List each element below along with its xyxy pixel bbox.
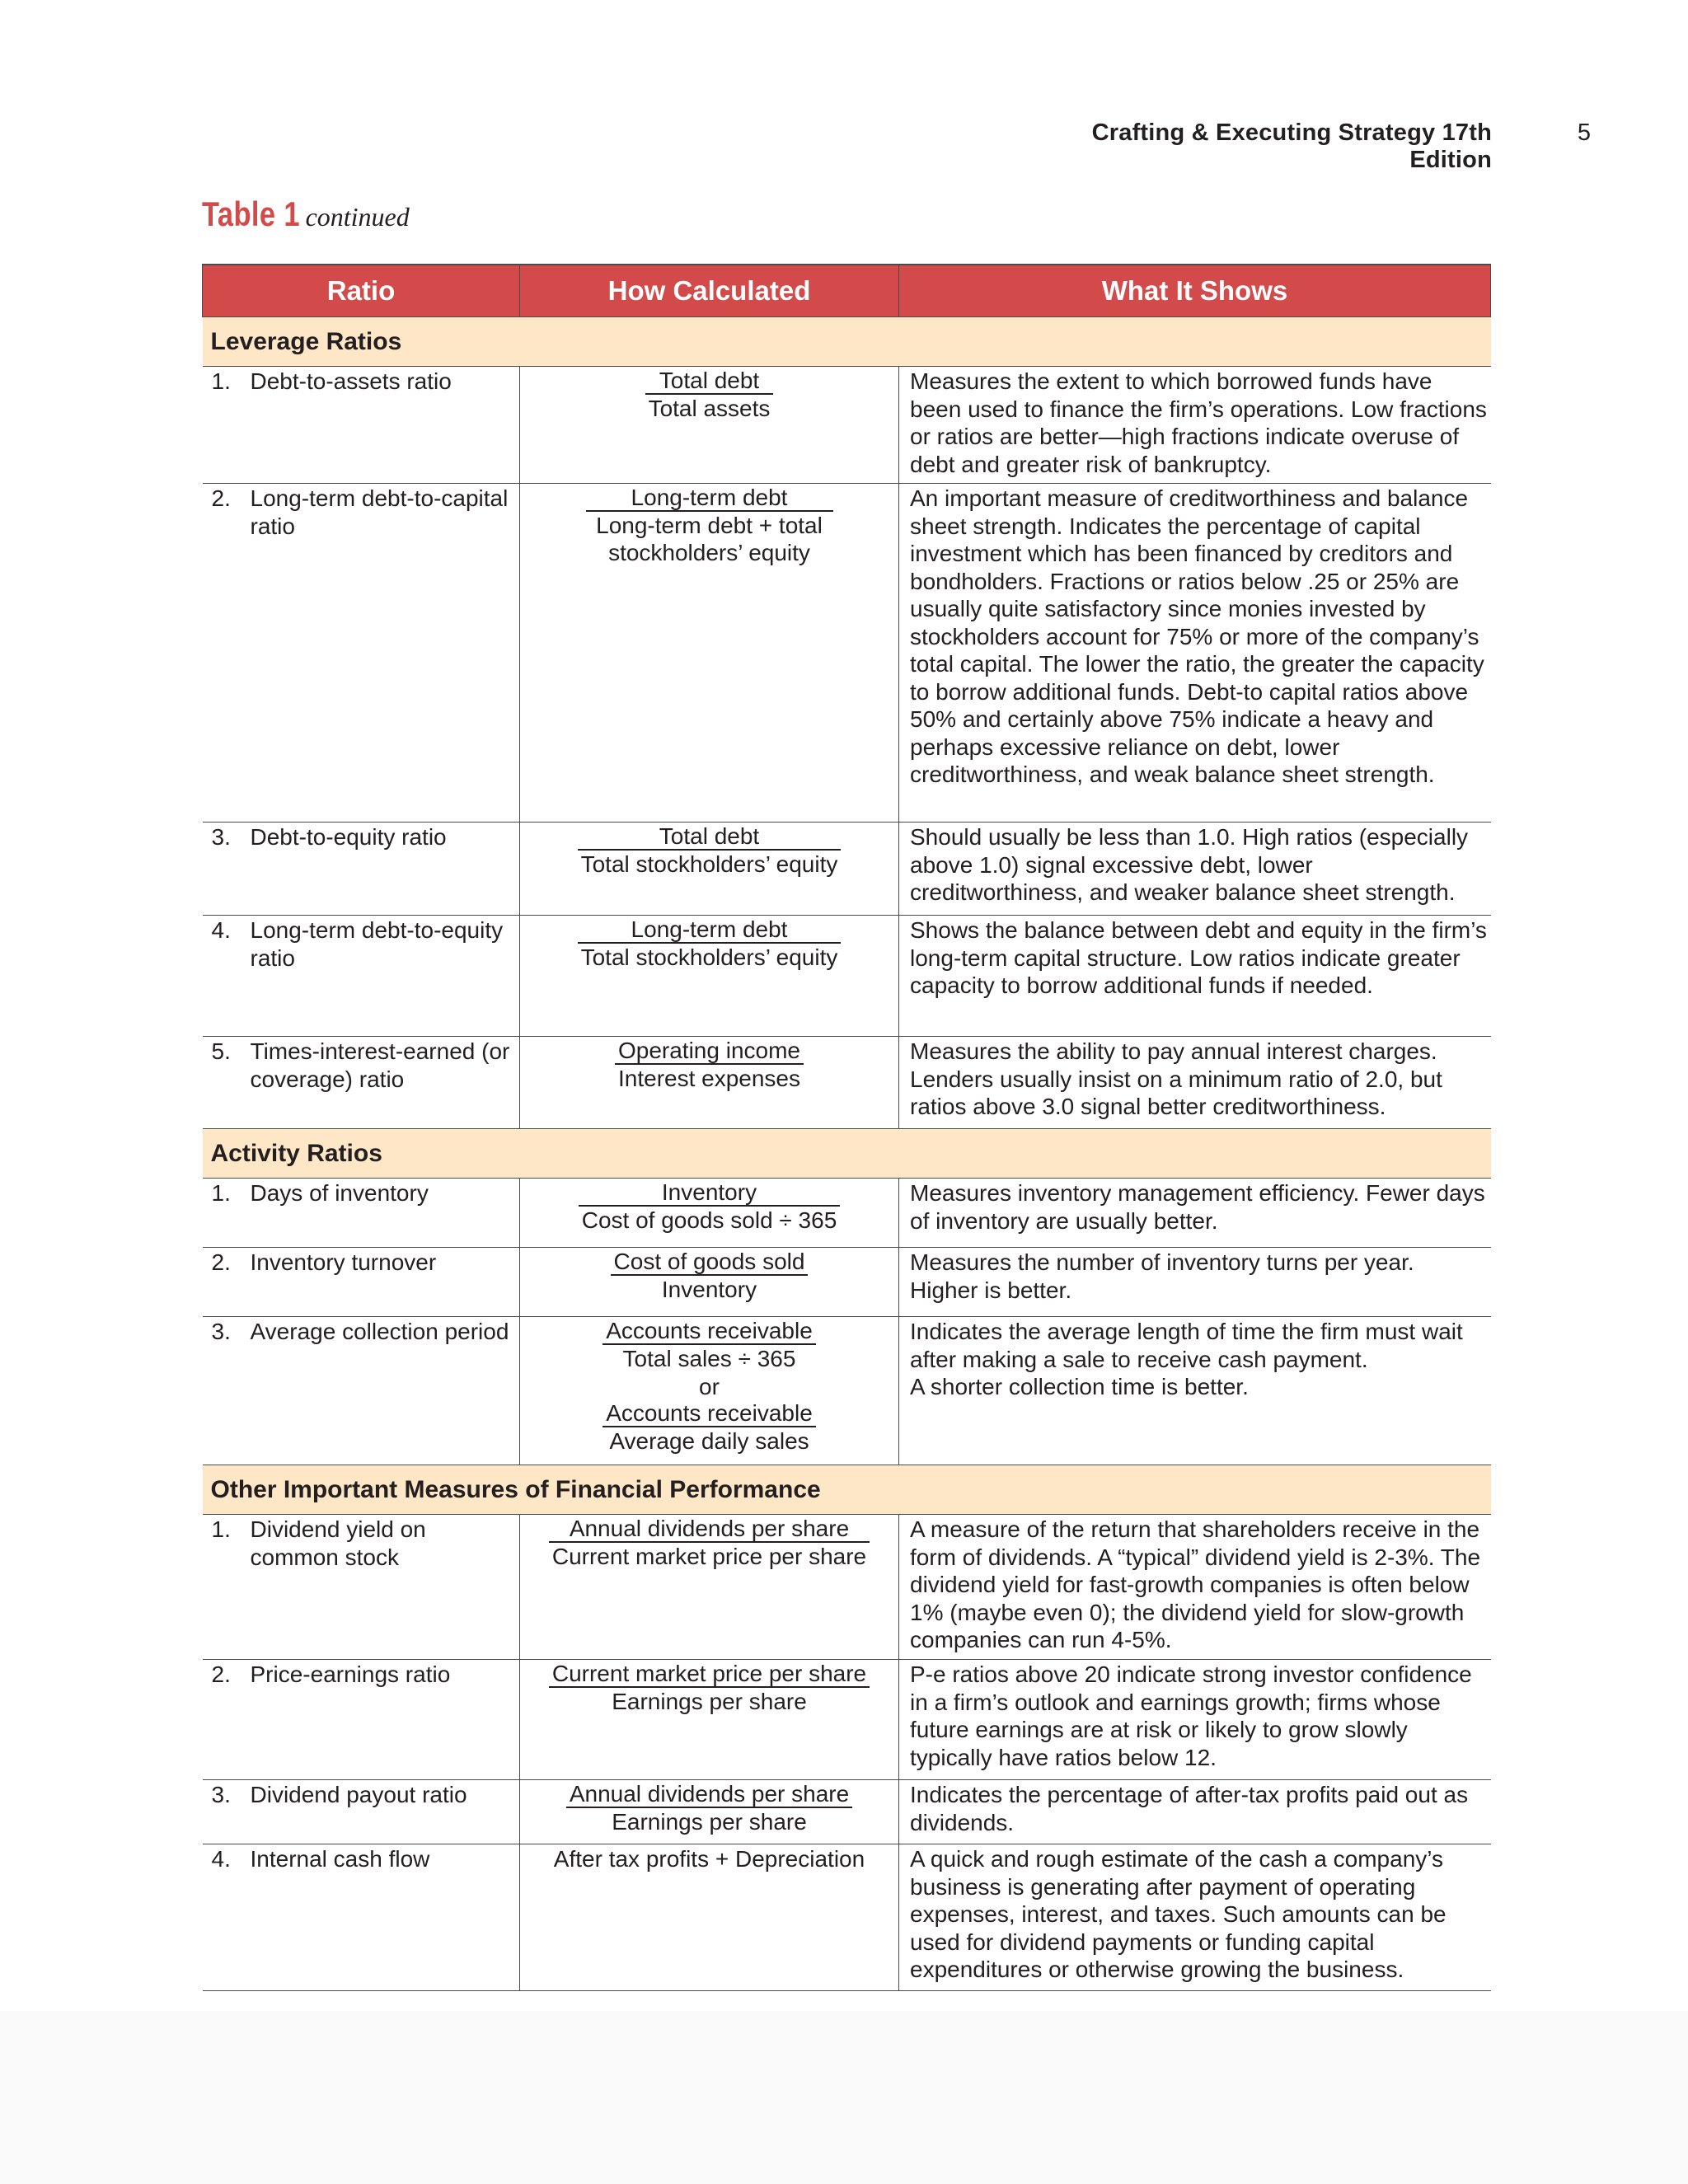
formula-cell (520, 916, 899, 1037)
numerator: Inventory (579, 1179, 841, 1207)
ratio-cell (203, 484, 520, 823)
ratio-name: Long-term debt-to-capital ratio (250, 485, 509, 539)
table-continued: continued (305, 202, 410, 232)
fraction (578, 916, 842, 971)
page-number: 5 (1577, 120, 1591, 146)
fraction (566, 1781, 852, 1835)
formula-cell (520, 1515, 899, 1660)
description-cell: Indicates the percentage of after-tax profits paid out as dividends. (899, 1780, 1491, 1844)
denominator: Average daily sales (609, 1428, 809, 1454)
page-bottom-shade (0, 2011, 1688, 2184)
description-cell: A measure of the return that shareholders receive in the form of dividends. A “typical” dividend yield is 2-3%. The dividend yield for fast-growth companies is often below 1% (maybe even 0); the dividend yield for slow-growth companies can run 4-5%. (899, 1515, 1491, 1660)
ratio-number: 3. (211, 824, 231, 850)
fraction (603, 1318, 816, 1372)
denominator: Earnings per share (612, 1809, 807, 1835)
ratio-cell (203, 1179, 520, 1248)
formula-cell (520, 823, 899, 916)
ratio-number: 3. (211, 1782, 231, 1807)
denominator: Total stockholders’ equity (580, 851, 838, 877)
ratio-number: 5. (211, 1038, 231, 1064)
ratio-name: Days of inventory (250, 1180, 429, 1206)
ratio-name: Price-earnings ratio (250, 1661, 451, 1687)
ratio-name: Dividend yield on common stock (250, 1516, 426, 1570)
ratio-number: 3. (211, 1319, 231, 1344)
table-row (203, 484, 1491, 823)
description-text: Indicates the average length of time the firm must wait after making a sale to receive cash payment. (910, 1319, 1463, 1372)
formula-cell (520, 1037, 899, 1129)
table-row (203, 916, 1491, 1037)
ratio-cell (203, 823, 520, 916)
section-title: Activity Ratios (203, 1129, 1491, 1179)
ratio-number: 2. (211, 1249, 231, 1275)
ratio-number: 2. (211, 1661, 231, 1687)
ratio-cell (203, 1515, 520, 1660)
running-head: Crafting & Executing Strategy 17th Edition (1091, 120, 1492, 173)
numerator: Operating income (615, 1038, 804, 1065)
column-header-what-it-shows: What It Shows (899, 265, 1491, 317)
formula-cell (520, 1844, 899, 1991)
description-text: A shorter collection time is better. (910, 1374, 1249, 1399)
denominator: Total assets (648, 396, 771, 421)
fraction (603, 1400, 816, 1455)
formula-text: After tax profits + Depreciation (553, 1846, 865, 1872)
numerator: Annual dividends per share (566, 1781, 852, 1808)
ratio-number: 1. (211, 1516, 231, 1542)
formula-cell (520, 484, 899, 823)
numerator: Long-term debt (586, 485, 833, 512)
fraction (549, 1661, 870, 1715)
numerator: Accounts receivable (603, 1400, 816, 1427)
denominator: Current market price per share (551, 1544, 867, 1569)
ratio-name: Times-interest-earned (or coverage) ratio (250, 1038, 510, 1092)
ratio-number: 4. (211, 917, 231, 943)
description-cell: Should usually be less than 1.0. High ratios (especially above 1.0) signal excessive debt, lower creditworthiness, and weaker balance sheet strength. (899, 823, 1491, 916)
ratio-cell (203, 1317, 520, 1465)
description-cell: Measures the extent to which borrowed funds have been used to finance the firm’s operations. Low fractions or ratios are better—high fractions indicate overuse of debt and greater risk of bankruptcy. (899, 367, 1491, 484)
financial-ratios-table (202, 264, 1491, 1991)
description-cell: Measures inventory management efficiency. Fewer days of inventory are usually better. (899, 1179, 1491, 1248)
ratio-cell (203, 916, 520, 1037)
column-header-how-calculated: How Calculated (520, 265, 899, 317)
ratio-name: Internal cash flow (250, 1846, 430, 1872)
table-row (203, 1037, 1491, 1129)
fraction (549, 1516, 870, 1570)
formula-cell (520, 1248, 899, 1317)
fraction (579, 1179, 841, 1234)
ratio-number: 1. (211, 368, 231, 394)
formula-cell (520, 367, 899, 484)
description-cell: Shows the balance between debt and equity in the firm’s long-term capital structure. Low ratios indicate greater capacity to borrow additional funds if needed. (899, 916, 1491, 1037)
description-cell: Measures the ability to pay annual interest charges. Lenders usually insist on a minimum ratio of 2.0, but ratios above 3.0 signal better creditworthiness. (899, 1037, 1491, 1129)
ratio-cell (203, 1660, 520, 1780)
table-row (203, 1317, 1491, 1465)
formula-cell (520, 1317, 899, 1465)
denominator: Cost of goods sold ÷ 365 (581, 1207, 837, 1233)
fraction (578, 823, 842, 878)
numerator: Cost of goods sold (611, 1249, 809, 1276)
ratio-number: 4. (211, 1846, 231, 1872)
table-row (203, 823, 1491, 916)
ratio-cell (203, 1248, 520, 1317)
numerator: Current market price per share (549, 1661, 870, 1688)
section-header-activity (203, 1129, 1491, 1179)
denominator: Earnings per share (612, 1689, 807, 1714)
denominator: Interest expenses (617, 1066, 801, 1091)
table-title (202, 194, 410, 234)
numerator: Total debt (578, 823, 842, 851)
ratio-name: Debt-to-assets ratio (250, 368, 452, 394)
ratio-name: Average collection period (250, 1319, 509, 1344)
ratio-name: Debt-to-equity ratio (250, 824, 447, 850)
table-row (203, 367, 1491, 484)
formula-cell (520, 1780, 899, 1844)
numerator: Total debt (645, 368, 774, 395)
denominator: Inventory (661, 1277, 757, 1302)
ratio-cell (203, 367, 520, 484)
table-row (203, 1515, 1491, 1660)
table-label: Table 1 (202, 194, 300, 233)
section-title: Leverage Ratios (203, 317, 1491, 367)
section-header-leverage (203, 317, 1491, 367)
numerator: Long-term debt (578, 916, 842, 944)
denominator: Total sales ÷ 365 (622, 1346, 796, 1371)
ratio-cell (203, 1037, 520, 1129)
description-cell: Measures the number of inventory turns per year. Higher is better. (899, 1248, 1491, 1317)
table-row (203, 1780, 1491, 1844)
section-title: Other Important Measures of Financial Performance (203, 1465, 1491, 1515)
numerator: Accounts receivable (603, 1318, 816, 1345)
denominator: Long-term debt + total stockholders’ equity (596, 513, 823, 565)
ratio-name: Dividend payout ratio (250, 1782, 467, 1807)
fraction (586, 485, 833, 566)
table-row (203, 1248, 1491, 1317)
or-separator: or (699, 1373, 720, 1399)
description-cell: A quick and rough estimate of the cash a company’s business is generating after payment of operating expenses, interest, and taxes. Such amounts can be used for dividend payments or funding capital expenditures or otherwise growing the business. (899, 1844, 1491, 1991)
column-header-ratio: Ratio (203, 265, 520, 317)
ratio-cell (203, 1780, 520, 1844)
formula-cell (520, 1179, 899, 1248)
ratio-name: Long-term debt-to-equity ratio (250, 917, 504, 971)
ratio-name: Inventory turnover (250, 1249, 437, 1275)
ratio-number: 2. (211, 485, 231, 511)
formula-cell (520, 1660, 899, 1780)
numerator: Annual dividends per share (549, 1516, 870, 1543)
denominator: Total stockholders’ equity (580, 944, 838, 970)
section-header-other (203, 1465, 1491, 1515)
table-row (203, 1844, 1491, 1991)
description-cell: An important measure of creditworthiness and balance sheet strength. Indicates the percentage of capital investment which has been financed by creditors and bondholders. Fractions or ratios below .25 or 25% are usually quite satisfactory since monies invested by stockholders account for 75% or more of the company’s total capital. The lower the ratio, the greater the capacity to borrow additional funds. Debt-to capital ratios above 50% and certainly above 75% indicate a heavy and perhaps excessive reliance on debt, lower creditworthiness, and weak balance sheet strength. (899, 484, 1491, 823)
table-header-row (203, 265, 1491, 317)
table-row (203, 1179, 1491, 1248)
fraction (611, 1249, 809, 1303)
table-row (203, 1660, 1491, 1780)
ratio-number: 1. (211, 1180, 231, 1206)
description-cell (899, 1317, 1491, 1465)
fraction (615, 1038, 804, 1092)
fraction (645, 368, 774, 422)
ratio-cell (203, 1844, 520, 1991)
description-cell: P-e ratios above 20 indicate strong investor confidence in a firm’s outlook and earnings growth; firms whose future earnings are at risk or likely to grow slowly typically have ratios below 12. (899, 1660, 1491, 1780)
